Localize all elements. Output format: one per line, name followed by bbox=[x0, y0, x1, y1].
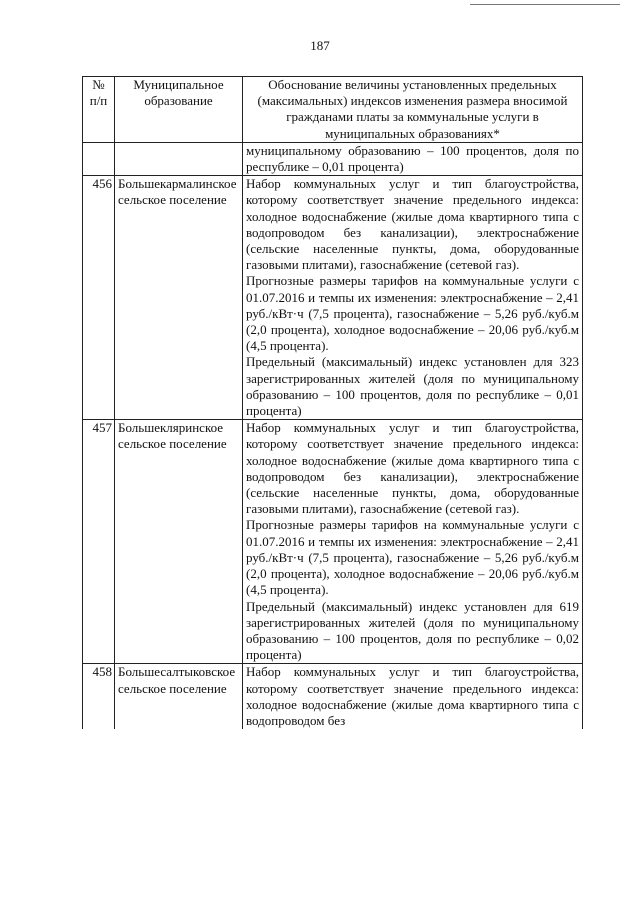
continuation-text: муниципальному образованию – 100 процентов, доля по республике – 0,01 процента) bbox=[243, 142, 583, 175]
header-municipality: Муниципальное образование bbox=[115, 77, 243, 143]
service-set-paragraph: Набор коммунальных услуг и тип благоустройства, которому соответствует значение предельного индекса: холодное водоснабжение (жилые дома квартирного типа с водопроводом без канализации), электроснабжение (сельские населенные пункты, дома, оборудованные газовыми плитами), газоснабжение (сетевой газ). bbox=[246, 420, 579, 517]
row-justification bbox=[243, 664, 583, 729]
tariff-forecast-paragraph: Прогнозные размеры тарифов на коммунальные услуги с 01.07.2016 и темпы их изменения: электроснабжение – 2,41 руб./кВт·ч (7,5 процента), газоснабжение – 5,26 руб./куб.м (2,0 процента), холодное водоснабжение – 20,06 руб./куб.м (4,5 процента). bbox=[246, 273, 579, 354]
table-header-row bbox=[83, 77, 583, 143]
row-number: 456 bbox=[83, 176, 115, 420]
row-municipality: Большекляринское сельское поселение bbox=[115, 420, 243, 664]
table-row bbox=[83, 664, 583, 729]
index-scope-paragraph: Предельный (максимальный) индекс установлен для 323 зарегистрированных жителей (доля по муниципальному образованию – 100 процентов, доля по республике – 0,01 процента) bbox=[246, 354, 579, 419]
service-set-paragraph: Набор коммунальных услуг и тип благоустройства, которому соответствует значение предельного индекса: холодное водоснабжение (жилые дома квартирного типа с водопроводом без канализации), электроснабжение (сельские населенные пункты, дома, оборудованные газовыми плитами), газоснабжение (сетевой газ). bbox=[246, 176, 579, 273]
tariff-forecast-paragraph: Прогнозные размеры тарифов на коммунальные услуги с 01.07.2016 и темпы их изменения: электроснабжение – 2,41 руб./кВт·ч (7,5 процента), газоснабжение – 5,26 руб./куб.м (2,0 процента), холодное водоснабжение – 20,06 руб./куб.м (4,5 процента). bbox=[246, 517, 579, 598]
page-number: 187 bbox=[310, 38, 330, 53]
service-set-paragraph: Набор коммунальных услуг и тип благоустройства, которому соответствует значение предельного индекса: холодное водоснабжение (жилые дома квартирного типа с водопроводом без bbox=[246, 664, 579, 728]
row-justification bbox=[243, 176, 583, 420]
continuation-num-cell bbox=[83, 142, 115, 175]
tariff-index-table bbox=[82, 76, 583, 729]
header-num: № п/п bbox=[83, 77, 115, 143]
continuation-municipality-cell bbox=[115, 142, 243, 175]
row-municipality: Большекармалинское сельское поселение bbox=[115, 176, 243, 420]
row-municipality: Большесалтыковское сельское поселение bbox=[115, 664, 243, 729]
row-number: 458 bbox=[83, 664, 115, 729]
header-justification: Обоснование величины установленных предельных (максимальных) индексов изменения размера вносимой гражданами платы за коммунальные услуги в муниципальных образованиях* bbox=[243, 77, 583, 143]
table-row bbox=[83, 176, 583, 420]
table-row bbox=[83, 420, 583, 664]
row-justification bbox=[243, 420, 583, 664]
scan-edge-mark bbox=[470, 4, 620, 5]
index-scope-paragraph: Предельный (максимальный) индекс установлен для 619 зарегистрированных жителей (доля по муниципальному образованию – 100 процентов, доля по республике – 0,02 процента) bbox=[246, 598, 579, 663]
continuation-row bbox=[83, 142, 583, 175]
row-number: 457 bbox=[83, 420, 115, 664]
